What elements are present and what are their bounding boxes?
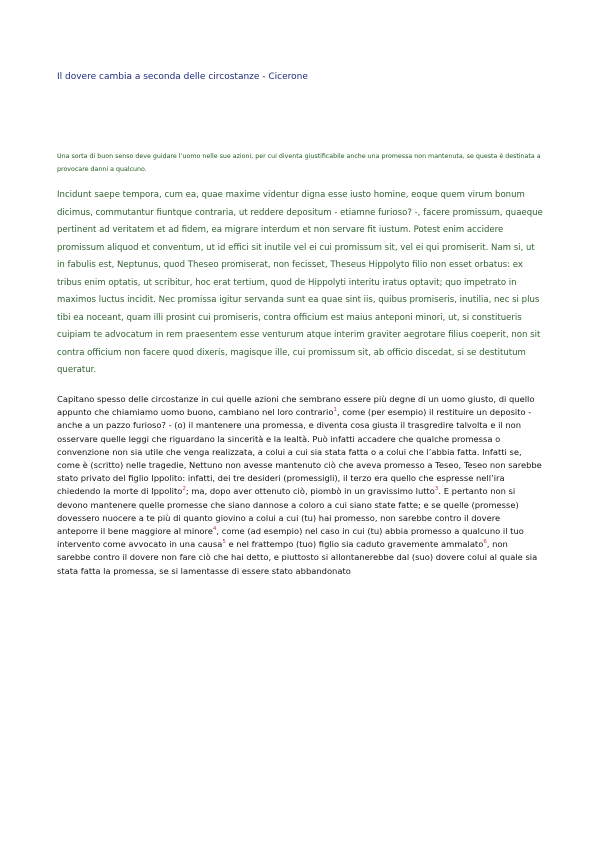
footnote-ref-4[interactable]: 4 [212, 526, 217, 533]
footnote-ref-5[interactable]: 5 [222, 539, 226, 546]
latin-text: Incidunt saepe tempora, cum ea, quae maxime videntur digna esse iusto homine, eoque quem virum bonum dicimus, commutantur fiuntque contraria, ut reddere depositum - etiamne furioso? -, facere promissum, quaeque pertinent ad veritatem et ad fidem, ea migrare interdum et non servare fit iustum. Potest enim accidere promissum aliquod et conventum, ut id effici sit inutile vel ei cui promissum sit, vel ei qui promiserit. Nam si, ut in fabulis est, Neptunus, quod Theseo promiserat, non fecisset, Theseus Hippolyto filio non esset orbatus: ex tribus enim optatis, ut scribitur, hoc erat tertium, quod de Hippolyti interitu iratus optavit; quo impetrato in maximos luctus incidit. Nec promissa igitur servanda sunt ea quae sint iis, quibus promiseris, inutilia, nec si plus tibi ea noceant, quam illi prosint cui promiseris, contra officium est maius anteponi minori, ut, si constitueris cuipiam te advocatum in rem praesentem esse venturum atque interim graviter aegrotare filius coeperit, non sit contra officium non facere quod dixeris, magisque ille, cui promissum sit, ab officio discedat, si se destitutum queratur. [57, 190, 543, 375]
page-title: Il dovere cambia a seconda delle circostanze - Cicerone [57, 72, 308, 82]
footnote-ref-3[interactable]: 3 [434, 486, 439, 493]
footnote-ref-2[interactable]: 2 [182, 486, 186, 493]
translation-segment: , come (per esempio) il restituire un deposito - anche a un pazzo furioso? - (o) il mantenere una promessa, e diventa cosa giusta il trasgredire talvolta e il non osservare quelle leggi che riguardano la sincerità e la lealtà. Può infatti accadere che qualche promessa o convenzione non sia utile che venga realizzata, a colui a cui sia stata fatta o a colui che l’abbia fatta. Infatti se, come è (scritto) nelle tragedie, Nettuno non avesse mantenuto ciò che aveva promesso a Teseo, Teseo non sarebbe stato privato del figlio Ippolito: infatti, dei tre desideri (promessigli), il terzo era quello che espresse nell’ira chiedendo la morte di Ippolito [57, 407, 542, 497]
footnote-ref-1[interactable]: 1 [333, 407, 337, 414]
translation-segment: , come (ad esempio) nel caso in cui (tu) abbia promesso a qualcuno il tuo intervento come avvocato in una causa [57, 526, 524, 550]
summary-text: Una sorta di buon senso deve guidare l’uomo nelle sue azioni, per cui diventa giustificabile anche una promessa non mantenuta, se questa è destinata a provocare danni a qualcuno. [57, 153, 541, 173]
translation-segment: Capitano spesso delle circostanze in cui quelle azioni che sembrano essere più degne di un uomo giusto, di quello appunto che chiamiamo uomo buono, cambiano nel loro contrario [57, 394, 535, 418]
translation-segment: ; ma, dopo aver ottenuto ciò, piombò in un gravissimo lutto [185, 486, 435, 497]
translation-segment: e nel frattempo (tuo) figlio sia caduto gravemente ammalato [225, 539, 484, 550]
translation-segment: , non sarebbe contro il dovere non fare ciò che hai detto, e piuttosto si allontanerebbe dal (suo) dovere colui al quale sia stata fatta la promessa, se si lamentasse di essere stato abbandonato [57, 539, 538, 576]
footnote-ref-6[interactable]: 6 [483, 539, 487, 546]
translation-segment: . E pertanto non si devono mantenere quelle promesse che siano dannose a coloro a cui siano state fatte; e se quelle (promesse) dovessero nuocere a te più di quanto giovino a colui a cui (tu) hai promesso, non sarebbe contro il dovere anteporre il bene maggiore al minore [57, 486, 519, 537]
translation-text [57, 393, 543, 578]
